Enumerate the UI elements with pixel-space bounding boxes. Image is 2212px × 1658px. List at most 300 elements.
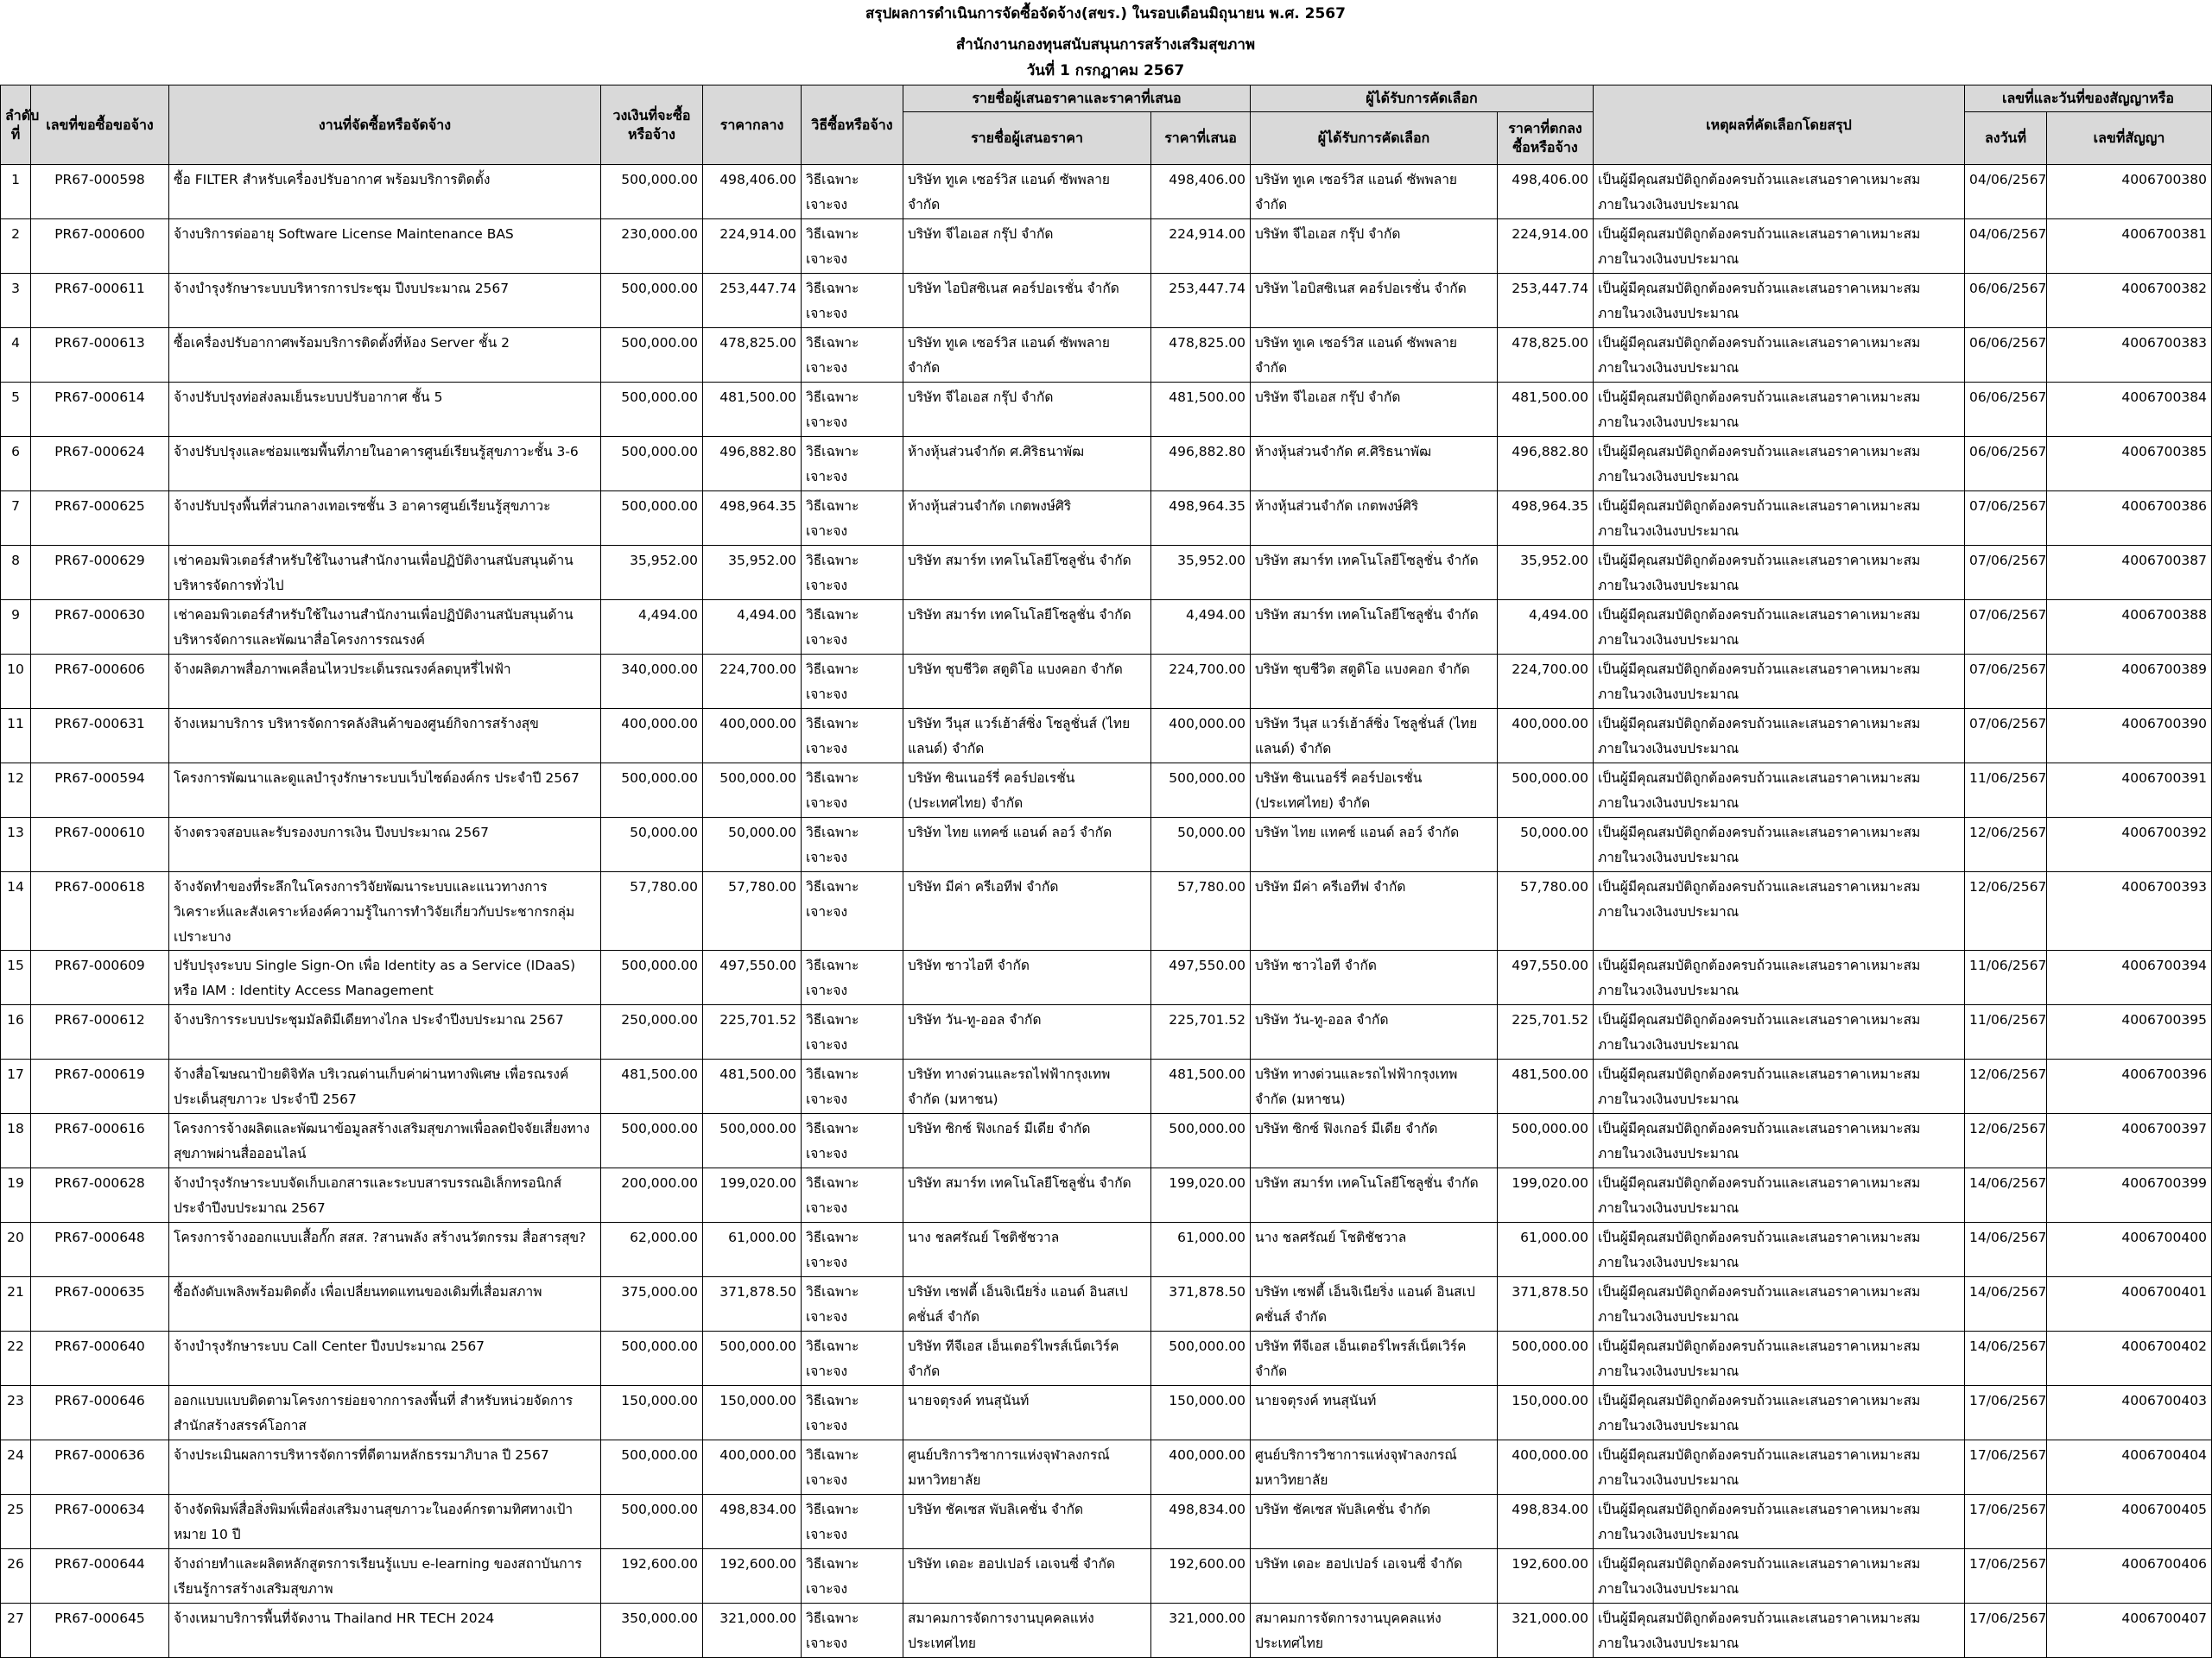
report-date: วันที่ 1 กรกฎาคม 2567: [1026, 62, 1185, 79]
cell-contract-number: 4006700393: [2047, 872, 2212, 951]
cell-seq: 2: [1, 219, 31, 274]
cell-contract-date: 07/06/2567: [1965, 655, 2047, 709]
cell-pr-number: PR67-000636: [31, 1440, 169, 1495]
header-bid-price: ราคาที่เสนอ: [1151, 112, 1251, 165]
cell-winner-name: บริษัท สมาร์ท เทคโนโลยีโซลูชั่น จำกัด: [1251, 546, 1498, 600]
cell-task: จ้างบริการต่ออายุ Software License Maintenance BAS: [169, 219, 601, 274]
cell-task: ซื้อเครื่องปรับอากาศพร้อมบริการติดตั้งที่ห้อง Server ชั้น 2: [169, 328, 601, 383]
cell-method: วิธีเฉพาะเจาะจง: [802, 763, 903, 818]
cell-pr-number: PR67-000616: [31, 1114, 169, 1168]
cell-contract-number: 4006700387: [2047, 546, 2212, 600]
cell-winner-name: บริษัท เซฟตี้ เอ็นจิเนียริ่ง แอนด์ อินสเปคชั่นส์ จำกัด: [1251, 1277, 1498, 1332]
cell-method: วิธีเฉพาะเจาะจง: [802, 1386, 903, 1440]
cell-bid-price: 225,701.52: [1151, 1005, 1251, 1060]
cell-median-price: 496,882.80: [703, 437, 802, 491]
cell-contract-number: 4006700392: [2047, 818, 2212, 872]
cell-method: วิธีเฉพาะเจาะจง: [802, 437, 903, 491]
cell-budget: 150,000.00: [601, 1386, 703, 1440]
cell-bid-price: 35,952.00: [1151, 546, 1251, 600]
cell-contract-date: 12/06/2567: [1965, 1060, 2047, 1114]
cell-median-price: 478,825.00: [703, 328, 802, 383]
cell-task: จ้างจัดพิมพ์สื่อสิ่งพิมพ์เพื่อส่งเสริมงานสุขภาวะในองค์กรตามทิศทางเป้าหมาย 10 ปี: [169, 1495, 601, 1549]
cell-bid-price: 498,406.00: [1151, 165, 1251, 219]
cell-budget: 500,000.00: [601, 328, 703, 383]
cell-budget: 35,952.00: [601, 546, 703, 600]
cell-seq: 12: [1, 763, 31, 818]
cell-contract-number: 4006700391: [2047, 763, 2212, 818]
cell-task: จ้างบำรุงรักษาระบบบริหารการประชุม ปีงบประมาณ 2567: [169, 274, 601, 328]
table-row: [1, 165, 2212, 219]
cell-budget: 250,000.00: [601, 1005, 703, 1060]
cell-pr-number: PR67-000631: [31, 709, 169, 763]
cell-agreed-price: 481,500.00: [1498, 383, 1594, 437]
table-row: [1, 1277, 2212, 1332]
cell-budget: 50,000.00: [601, 818, 703, 872]
cell-pr-number: PR67-000619: [31, 1060, 169, 1114]
cell-bid-price: 224,700.00: [1151, 655, 1251, 709]
cell-winner-name: บริษัท ทูเค เซอร์วิส แอนด์ ซัพพลาย จำกัด: [1251, 328, 1498, 383]
cell-bid-price: 500,000.00: [1151, 763, 1251, 818]
cell-seq: 22: [1, 1332, 31, 1386]
cell-budget: 200,000.00: [601, 1168, 703, 1223]
cell-contract-date: 17/06/2567: [1965, 1386, 2047, 1440]
cell-agreed-price: 498,834.00: [1498, 1495, 1594, 1549]
cell-pr-number: PR67-000618: [31, 872, 169, 951]
cell-median-price: 50,000.00: [703, 818, 802, 872]
cell-method: วิธีเฉพาะเจาะจง: [802, 709, 903, 763]
table-row: [1, 1060, 2212, 1114]
cell-contract-number: 4006700406: [2047, 1549, 2212, 1604]
cell-task: โครงการจ้างออกแบบเสื้อกั๊ก สสส. ?สานพลัง สร้างนวัตกรรม สื่อสารสุข?: [169, 1223, 601, 1277]
cell-reason: เป็นผู้มีคุณสมบัติถูกต้องครบถ้วนและเสนอราคาเหมาะสมภายในวงเงินงบประมาณ: [1594, 1604, 1965, 1658]
table-row: [1, 437, 2212, 491]
cell-contract-date: 17/06/2567: [1965, 1549, 2047, 1604]
cell-reason: เป็นผู้มีคุณสมบัติถูกต้องครบถ้วนและเสนอราคาเหมาะสมภายในวงเงินงบประมาณ: [1594, 655, 1965, 709]
table-row: [1, 1168, 2212, 1223]
cell-median-price: 400,000.00: [703, 709, 802, 763]
cell-seq: 23: [1, 1386, 31, 1440]
cell-method: วิธีเฉพาะเจาะจง: [802, 1005, 903, 1060]
cell-agreed-price: 4,494.00: [1498, 600, 1594, 655]
cell-method: วิธีเฉพาะเจาะจง: [802, 1440, 903, 1495]
cell-pr-number: PR67-000629: [31, 546, 169, 600]
header-budget: วงเงินที่จะซื้อหรือจ้าง: [601, 85, 703, 165]
cell-budget: 500,000.00: [601, 951, 703, 1005]
table-row: [1, 1005, 2212, 1060]
cell-task: เช่าคอมพิวเตอร์สำหรับใช้ในงานสำนักงานเพื่อปฏิบัติงานสนับสนุนด้านบริหารจัดการทั่วไป: [169, 546, 601, 600]
cell-contract-date: 04/06/2567: [1965, 219, 2047, 274]
cell-contract-number: 4006700385: [2047, 437, 2212, 491]
cell-task: จ้างถ่ายทำและผลิตหลักสูตรการเรียนรู้แบบ e-learning ของสถาบันการเรียนรู้การสร้างเสริมสุขภาพ: [169, 1549, 601, 1604]
cell-budget: 481,500.00: [601, 1060, 703, 1114]
cell-contract-number: 4006700386: [2047, 491, 2212, 546]
cell-contract-date: 17/06/2567: [1965, 1440, 2047, 1495]
header-winner-group: ผู้ได้รับการคัดเลือก: [1251, 85, 1594, 112]
cell-contract-number: 4006700384: [2047, 383, 2212, 437]
cell-contract-date: 12/06/2567: [1965, 872, 2047, 951]
cell-contract-number: 4006700403: [2047, 1386, 2212, 1440]
cell-winner-name: สมาคมการจัดการงานบุคคลแห่งประเทศไทย: [1251, 1604, 1498, 1658]
cell-bidder-name: นายจตุรงค์ ทนสุนันท์: [903, 1386, 1151, 1440]
cell-bid-price: 4,494.00: [1151, 600, 1251, 655]
table-row: [1, 383, 2212, 437]
cell-pr-number: PR67-000634: [31, 1495, 169, 1549]
cell-winner-name: บริษัท จีไอเอส กรุ๊ป จำกัด: [1251, 219, 1498, 274]
cell-task: จ้างปรับปรุงท่อส่งลมเย็นระบบปรับอากาศ ชั้น 5: [169, 383, 601, 437]
cell-bidder-name: บริษัท ทางด่วนและรถไฟฟ้ากรุงเทพ จำกัด (มหาชน): [903, 1060, 1151, 1114]
cell-winner-name: บริษัท วีนุส แวร์เฮ้าส์ซิ่ง โซลูชั่นส์ (ไทยแลนด์) จำกัด: [1251, 709, 1498, 763]
cell-contract-number: 4006700380: [2047, 165, 2212, 219]
cell-budget: 500,000.00: [601, 1495, 703, 1549]
cell-agreed-price: 500,000.00: [1498, 1332, 1594, 1386]
cell-winner-name: บริษัท ทางด่วนและรถไฟฟ้ากรุงเทพ จำกัด (มหาชน): [1251, 1060, 1498, 1114]
cell-bid-price: 400,000.00: [1151, 709, 1251, 763]
cell-contract-date: 11/06/2567: [1965, 1005, 2047, 1060]
cell-bidder-name: บริษัท ทีจีเอส เอ็นเตอร์ไพรส์เน็ตเวิร์ค จำกัด: [903, 1332, 1151, 1386]
cell-winner-name: บริษัท ไอบิสซิเนส คอร์ปอเรชั่น จำกัด: [1251, 274, 1498, 328]
cell-seq: 9: [1, 600, 31, 655]
cell-contract-date: 14/06/2567: [1965, 1332, 2047, 1386]
cell-agreed-price: 199,020.00: [1498, 1168, 1594, 1223]
cell-median-price: 225,701.52: [703, 1005, 802, 1060]
cell-median-price: 497,550.00: [703, 951, 802, 1005]
cell-reason: เป็นผู้มีคุณสมบัติถูกต้องครบถ้วนและเสนอราคาเหมาะสมภายในวงเงินงบประมาณ: [1594, 1114, 1965, 1168]
cell-contract-date: 12/06/2567: [1965, 1114, 2047, 1168]
cell-reason: เป็นผู้มีคุณสมบัติถูกต้องครบถ้วนและเสนอราคาเหมาะสมภายในวงเงินงบประมาณ: [1594, 165, 1965, 219]
cell-budget: 500,000.00: [601, 165, 703, 219]
cell-reason: เป็นผู้มีคุณสมบัติถูกต้องครบถ้วนและเสนอราคาเหมาะสมภายในวงเงินงบประมาณ: [1594, 1005, 1965, 1060]
cell-budget: 500,000.00: [601, 1440, 703, 1495]
cell-contract-number: 4006700382: [2047, 274, 2212, 328]
cell-method: วิธีเฉพาะเจาะจง: [802, 600, 903, 655]
cell-reason: เป็นผู้มีคุณสมบัติถูกต้องครบถ้วนและเสนอราคาเหมาะสมภายในวงเงินงบประมาณ: [1594, 709, 1965, 763]
cell-budget: 230,000.00: [601, 219, 703, 274]
cell-budget: 57,780.00: [601, 872, 703, 951]
cell-reason: เป็นผู้มีคุณสมบัติถูกต้องครบถ้วนและเสนอราคาเหมาะสมภายในวงเงินงบประมาณ: [1594, 951, 1965, 1005]
header-reason: เหตุผลที่คัดเลือกโดยสรุป: [1594, 85, 1965, 165]
cell-bid-price: 478,825.00: [1151, 328, 1251, 383]
cell-agreed-price: 400,000.00: [1498, 709, 1594, 763]
cell-winner-name: บริษัท สมาร์ท เทคโนโลยีโซลูชั่น จำกัด: [1251, 600, 1498, 655]
cell-winner-name: ศูนย์บริการวิชาการแห่งจุฬาลงกรณ์มหาวิทยาลัย: [1251, 1440, 1498, 1495]
cell-pr-number: PR67-000610: [31, 818, 169, 872]
cell-reason: เป็นผู้มีคุณสมบัติถูกต้องครบถ้วนและเสนอราคาเหมาะสมภายในวงเงินงบประมาณ: [1594, 1277, 1965, 1332]
cell-winner-name: บริษัท ซิกซ์ ฟิงเกอร์ มีเดีย จำกัด: [1251, 1114, 1498, 1168]
cell-agreed-price: 224,700.00: [1498, 655, 1594, 709]
cell-bid-price: 253,447.74: [1151, 274, 1251, 328]
cell-bidder-name: ห้างหุ้นส่วนจำกัด เกตพงษ์ศิริ: [903, 491, 1151, 546]
header-bidders-group: รายชื่อผู้เสนอราคาและราคาที่เสนอ: [903, 85, 1251, 112]
table-row: [1, 655, 2212, 709]
cell-agreed-price: 57,780.00: [1498, 872, 1594, 951]
cell-contract-number: 4006700383: [2047, 328, 2212, 383]
cell-bidder-name: บริษัท วัน-ทู-ออล จำกัด: [903, 1005, 1151, 1060]
cell-method: วิธีเฉพาะเจาะจง: [802, 1604, 903, 1658]
cell-task: จ้างตรวจสอบและรับรองงบการเงิน ปีงบประมาณ 2567: [169, 818, 601, 872]
header-median-price: ราคากลาง: [703, 85, 802, 165]
header-task: งานที่จัดซื้อหรือจัดจ้าง: [169, 85, 601, 165]
cell-median-price: 321,000.00: [703, 1604, 802, 1658]
cell-method: วิธีเฉพาะเจาะจง: [802, 872, 903, 951]
cell-task: โครงการจ้างผลิตและพัฒนาข้อมูลสร้างเสริมสุขภาพเพื่อลดปัจจัยเสี่ยงทางสุขภาพผ่านสื่อออนไลน์: [169, 1114, 601, 1168]
cell-median-price: 500,000.00: [703, 1114, 802, 1168]
cell-task: จ้างประเมินผลการบริหารจัดการที่ดีตามหลักธรรมาภิบาล ปี 2567: [169, 1440, 601, 1495]
cell-bidder-name: บริษัท ซิกซ์ ฟิงเกอร์ มีเดีย จำกัด: [903, 1114, 1151, 1168]
cell-contract-number: 4006700402: [2047, 1332, 2212, 1386]
cell-method: วิธีเฉพาะเจาะจง: [802, 1332, 903, 1386]
cell-bidder-name: บริษัท ชัคเซส พับลิเคชั่น จำกัด: [903, 1495, 1151, 1549]
header-seq: ลำดับที่: [1, 85, 31, 165]
cell-pr-number: PR67-000645: [31, 1604, 169, 1658]
cell-seq: 17: [1, 1060, 31, 1114]
cell-median-price: 500,000.00: [703, 1332, 802, 1386]
cell-task: จ้างปรับปรุงพื้นที่ส่วนกลางเทอเรซชั้น 3 อาคารศูนย์เรียนรู้สุขภาวะ: [169, 491, 601, 546]
cell-pr-number: PR67-000606: [31, 655, 169, 709]
cell-bidder-name: บริษัท จีไอเอส กรุ๊ป จำกัด: [903, 219, 1151, 274]
cell-contract-date: 17/06/2567: [1965, 1604, 2047, 1658]
cell-reason: เป็นผู้มีคุณสมบัติถูกต้องครบถ้วนและเสนอราคาเหมาะสมภายในวงเงินงบประมาณ: [1594, 1440, 1965, 1495]
cell-bidder-name: บริษัท เดอะ ฮอปเปอร์ เอเจนซี่ จำกัด: [903, 1549, 1151, 1604]
cell-agreed-price: 150,000.00: [1498, 1386, 1594, 1440]
cell-seq: 20: [1, 1223, 31, 1277]
cell-winner-name: บริษัท วัน-ทู-ออล จำกัด: [1251, 1005, 1498, 1060]
cell-agreed-price: 500,000.00: [1498, 763, 1594, 818]
header-contract-group: เลขที่และวันที่ของสัญญาหรือ: [1965, 85, 2212, 112]
table-row: [1, 872, 2212, 951]
cell-seq: 26: [1, 1549, 31, 1604]
cell-bid-price: 500,000.00: [1151, 1114, 1251, 1168]
cell-contract-date: 04/06/2567: [1965, 165, 2047, 219]
cell-bid-price: 498,964.35: [1151, 491, 1251, 546]
cell-pr-number: PR67-000640: [31, 1332, 169, 1386]
cell-seq: 19: [1, 1168, 31, 1223]
cell-winner-name: บริษัท มีค่า ครีเอทีฟ จำกัด: [1251, 872, 1498, 951]
cell-reason: เป็นผู้มีคุณสมบัติถูกต้องครบถ้วนและเสนอราคาเหมาะสมภายในวงเงินงบประมาณ: [1594, 763, 1965, 818]
table-row: [1, 328, 2212, 383]
cell-pr-number: PR67-000594: [31, 763, 169, 818]
cell-agreed-price: 400,000.00: [1498, 1440, 1594, 1495]
cell-seq: 18: [1, 1114, 31, 1168]
cell-winner-name: บริษัท ชัคเซส พับลิเคชั่น จำกัด: [1251, 1495, 1498, 1549]
cell-reason: เป็นผู้มีคุณสมบัติถูกต้องครบถ้วนและเสนอราคาเหมาะสมภายในวงเงินงบประมาณ: [1594, 872, 1965, 951]
cell-agreed-price: 497,550.00: [1498, 951, 1594, 1005]
cell-task: จ้างเหมาบริการพื้นที่จัดงาน Thailand HR TECH 2024: [169, 1604, 601, 1658]
cell-contract-date: 07/06/2567: [1965, 600, 2047, 655]
cell-median-price: 224,700.00: [703, 655, 802, 709]
cell-method: วิธีเฉพาะเจาะจง: [802, 219, 903, 274]
cell-method: วิธีเฉพาะเจาะจง: [802, 383, 903, 437]
cell-bidder-name: บริษัท มีค่า ครีเอทีฟ จำกัด: [903, 872, 1151, 951]
cell-median-price: 57,780.00: [703, 872, 802, 951]
cell-median-price: 61,000.00: [703, 1223, 802, 1277]
cell-bidder-name: บริษัท ซาวไอที จำกัด: [903, 951, 1151, 1005]
cell-agreed-price: 478,825.00: [1498, 328, 1594, 383]
cell-winner-name: ห้างหุ้นส่วนจำกัด เกตพงษ์ศิริ: [1251, 491, 1498, 546]
table-row: [1, 600, 2212, 655]
cell-bidder-name: นาง ชลศรัณย์ โชติชัชวาล: [903, 1223, 1151, 1277]
agency-name: สำนักงานกองทุนสนับสนุนการสร้างเสริมสุขภาพ: [955, 36, 1256, 54]
cell-seq: 21: [1, 1277, 31, 1332]
cell-method: วิธีเฉพาะเจาะจง: [802, 1223, 903, 1277]
table-row: [1, 1604, 2212, 1658]
cell-winner-name: นายจตุรงค์ ทนสุนันท์: [1251, 1386, 1498, 1440]
cell-bid-price: 500,000.00: [1151, 1332, 1251, 1386]
cell-seq: 15: [1, 951, 31, 1005]
cell-agreed-price: 498,964.35: [1498, 491, 1594, 546]
cell-pr-number: PR67-000648: [31, 1223, 169, 1277]
cell-winner-name: บริษัท จีไอเอส กรุ๊ป จำกัด: [1251, 383, 1498, 437]
cell-bid-price: 321,000.00: [1151, 1604, 1251, 1658]
cell-agreed-price: 371,878.50: [1498, 1277, 1594, 1332]
cell-budget: 500,000.00: [601, 491, 703, 546]
table-row: [1, 818, 2212, 872]
cell-contract-date: 17/06/2567: [1965, 1495, 2047, 1549]
cell-winner-name: บริษัท ซาวไอที จำกัด: [1251, 951, 1498, 1005]
cell-contract-date: 06/06/2567: [1965, 274, 2047, 328]
header-agreed-price: ราคาที่ตกลงซื้อหรือจ้าง: [1498, 112, 1594, 165]
cell-median-price: 253,447.74: [703, 274, 802, 328]
cell-seq: 5: [1, 383, 31, 437]
cell-task: จ้างจัดทำของที่ระลึกในโครงการวิจัยพัฒนาระบบและแนวทางการวิเคราะห์และสังเคราะห์องค์ความรู้ในการทำวิจัยเกี่ยวกับประชากรกลุ่มเปราะบาง: [169, 872, 601, 951]
cell-method: วิธีเฉพาะเจาะจง: [802, 655, 903, 709]
cell-bidder-name: บริษัท สมาร์ท เทคโนโลยีโซลูชั่น จำกัด: [903, 546, 1151, 600]
cell-median-price: 371,878.50: [703, 1277, 802, 1332]
cell-method: วิธีเฉพาะเจาะจง: [802, 1495, 903, 1549]
cell-bidder-name: บริษัท ทูเค เซอร์วิส แอนด์ ซัพพลาย จำกัด: [903, 328, 1151, 383]
cell-task: โครงการพัฒนาและดูแลบำรุงรักษาระบบเว็บไซต์องค์กร ประจำปี 2567: [169, 763, 601, 818]
cell-median-price: 35,952.00: [703, 546, 802, 600]
cell-seq: 8: [1, 546, 31, 600]
cell-method: วิธีเฉพาะเจาะจง: [802, 951, 903, 1005]
cell-reason: เป็นผู้มีคุณสมบัติถูกต้องครบถ้วนและเสนอราคาเหมาะสมภายในวงเงินงบประมาณ: [1594, 328, 1965, 383]
cell-pr-number: PR67-000614: [31, 383, 169, 437]
cell-bid-price: 150,000.00: [1151, 1386, 1251, 1440]
cell-task: ปรับปรุงระบบ Single Sign-On เพื่อ Identity as a Service (IDaaS) หรือ IAM : Identity Access Management: [169, 951, 601, 1005]
table-header: [1, 85, 2212, 165]
cell-bid-price: 224,914.00: [1151, 219, 1251, 274]
cell-contract-date: 11/06/2567: [1965, 763, 2047, 818]
table-row: [1, 763, 2212, 818]
cell-reason: เป็นผู้มีคุณสมบัติถูกต้องครบถ้วนและเสนอราคาเหมาะสมภายในวงเงินงบประมาณ: [1594, 437, 1965, 491]
table-row: [1, 1440, 2212, 1495]
cell-contract-date: 06/06/2567: [1965, 328, 2047, 383]
cell-seq: 25: [1, 1495, 31, 1549]
cell-pr-number: PR67-000628: [31, 1168, 169, 1223]
cell-bidder-name: บริษัท สมาร์ท เทคโนโลยีโซลูชั่น จำกัด: [903, 600, 1151, 655]
cell-reason: เป็นผู้มีคุณสมบัติถูกต้องครบถ้วนและเสนอราคาเหมาะสมภายในวงเงินงบประมาณ: [1594, 1495, 1965, 1549]
table-body: [1, 165, 2212, 1658]
cell-method: วิธีเฉพาะเจาะจง: [802, 1549, 903, 1604]
cell-reason: เป็นผู้มีคุณสมบัติถูกต้องครบถ้วนและเสนอราคาเหมาะสมภายในวงเงินงบประมาณ: [1594, 1060, 1965, 1114]
cell-agreed-price: 481,500.00: [1498, 1060, 1594, 1114]
cell-budget: 4,494.00: [601, 600, 703, 655]
header-contract-number: เลขที่สัญญา: [2047, 112, 2212, 165]
cell-median-price: 224,914.00: [703, 219, 802, 274]
cell-reason: เป็นผู้มีคุณสมบัติถูกต้องครบถ้วนและเสนอราคาเหมาะสมภายในวงเงินงบประมาณ: [1594, 383, 1965, 437]
cell-winner-name: นาง ชลศรัณย์ โชติชัชวาล: [1251, 1223, 1498, 1277]
cell-contract-number: 4006700407: [2047, 1604, 2212, 1658]
table-row: [1, 1386, 2212, 1440]
cell-agreed-price: 61,000.00: [1498, 1223, 1594, 1277]
cell-budget: 500,000.00: [601, 1114, 703, 1168]
cell-task: ซื้อ FILTER สำหรับเครื่องปรับอากาศ พร้อมบริการติดตั้ง: [169, 165, 601, 219]
cell-seq: 10: [1, 655, 31, 709]
cell-median-price: 400,000.00: [703, 1440, 802, 1495]
cell-reason: เป็นผู้มีคุณสมบัติถูกต้องครบถ้วนและเสนอราคาเหมาะสมภายในวงเงินงบประมาณ: [1594, 219, 1965, 274]
cell-task: จ้างบำรุงรักษาระบบจัดเก็บเอกสารและระบบสารบรรณอิเล็กทรอนิกส์ประจำปีงบประมาณ 2567: [169, 1168, 601, 1223]
cell-bidder-name: บริษัท ทูเค เซอร์วิส แอนด์ ซัพพลาย จำกัด: [903, 165, 1151, 219]
cell-pr-number: PR67-000598: [31, 165, 169, 219]
cell-task: จ้างเหมาบริการ บริหารจัดการคลังสินค้าของศูนย์กิจการสร้างสุข: [169, 709, 601, 763]
cell-budget: 350,000.00: [601, 1604, 703, 1658]
cell-bidder-name: บริษัท วีนุส แวร์เฮ้าส์ซิ่ง โซลูชั่นส์ (ไทยแลนด์) จำกัด: [903, 709, 1151, 763]
cell-winner-name: บริษัท ทูเค เซอร์วิส แอนด์ ซัพพลาย จำกัด: [1251, 165, 1498, 219]
cell-seq: 16: [1, 1005, 31, 1060]
cell-reason: เป็นผู้มีคุณสมบัติถูกต้องครบถ้วนและเสนอราคาเหมาะสมภายในวงเงินงบประมาณ: [1594, 818, 1965, 872]
cell-task: ซื้อถังดับเพลิงพร้อมติดตั้ง เพื่อเปลี่ยนทดแทนของเดิมที่เสื่อมสภาพ: [169, 1277, 601, 1332]
cell-budget: 500,000.00: [601, 274, 703, 328]
cell-bid-price: 50,000.00: [1151, 818, 1251, 872]
cell-agreed-price: 253,447.74: [1498, 274, 1594, 328]
cell-contract-number: 4006700404: [2047, 1440, 2212, 1495]
cell-seq: 13: [1, 818, 31, 872]
cell-bidder-name: บริษัท ไอบิสซิเนส คอร์ปอเรชั่น จำกัด: [903, 274, 1151, 328]
cell-method: วิธีเฉพาะเจาะจง: [802, 1277, 903, 1332]
cell-agreed-price: 496,882.80: [1498, 437, 1594, 491]
cell-bid-price: 498,834.00: [1151, 1495, 1251, 1549]
cell-reason: เป็นผู้มีคุณสมบัติถูกต้องครบถ้วนและเสนอราคาเหมาะสมภายในวงเงินงบประมาณ: [1594, 491, 1965, 546]
cell-contract-date: 14/06/2567: [1965, 1277, 2047, 1332]
cell-method: วิธีเฉพาะเจาะจง: [802, 165, 903, 219]
cell-task: ออกแบบแบบติดตามโครงการย่อยจากการลงพื้นที่ สำหรับหน่วยจัดการสำนักสร้างสรรค์โอกาส: [169, 1386, 601, 1440]
cell-winner-name: บริษัท ซินเนอร์รี่ คอร์ปอเรชั่น (ประเทศไทย) จำกัด: [1251, 763, 1498, 818]
cell-task: จ้างผลิตภาพสื่อภาพเคลื่อนไหวประเด็นรณรงค์ลดบุหรี่ไฟฟ้า: [169, 655, 601, 709]
header-bidder-name: รายชื่อผู้เสนอราคา: [903, 112, 1151, 165]
procurement-table: [0, 85, 2212, 1658]
cell-median-price: 4,494.00: [703, 600, 802, 655]
cell-agreed-price: 224,914.00: [1498, 219, 1594, 274]
header-winner-name: ผู้ได้รับการคัดเลือก: [1251, 112, 1498, 165]
table-row: [1, 951, 2212, 1005]
cell-winner-name: บริษัท สมาร์ท เทคโนโลยีโซลูชั่น จำกัด: [1251, 1168, 1498, 1223]
cell-seq: 14: [1, 872, 31, 951]
cell-contract-number: 4006700399: [2047, 1168, 2212, 1223]
cell-pr-number: PR67-000609: [31, 951, 169, 1005]
cell-method: วิธีเฉพาะเจาะจง: [802, 491, 903, 546]
cell-contract-number: 4006700394: [2047, 951, 2212, 1005]
cell-winner-name: ห้างหุ้นส่วนจำกัด ศ.ศิริธนาพัฒ: [1251, 437, 1498, 491]
cell-pr-number: PR67-000635: [31, 1277, 169, 1332]
cell-method: วิธีเฉพาะเจาะจง: [802, 546, 903, 600]
cell-median-price: 498,406.00: [703, 165, 802, 219]
cell-method: วิธีเฉพาะเจาะจง: [802, 1114, 903, 1168]
cell-method: วิธีเฉพาะเจาะจง: [802, 1168, 903, 1223]
cell-method: วิธีเฉพาะเจาะจง: [802, 1060, 903, 1114]
cell-median-price: 500,000.00: [703, 763, 802, 818]
cell-bidder-name: บริษัท สมาร์ท เทคโนโลยีโซลูชั่น จำกัด: [903, 1168, 1151, 1223]
cell-method: วิธีเฉพาะเจาะจง: [802, 274, 903, 328]
cell-reason: เป็นผู้มีคุณสมบัติถูกต้องครบถ้วนและเสนอราคาเหมาะสมภายในวงเงินงบประมาณ: [1594, 1223, 1965, 1277]
cell-median-price: 199,020.00: [703, 1168, 802, 1223]
cell-seq: 4: [1, 328, 31, 383]
cell-contract-date: 14/06/2567: [1965, 1168, 2047, 1223]
cell-pr-number: PR67-000644: [31, 1549, 169, 1604]
table-row: [1, 1223, 2212, 1277]
cell-bid-price: 497,550.00: [1151, 951, 1251, 1005]
cell-reason: เป็นผู้มีคุณสมบัติถูกต้องครบถ้วนและเสนอราคาเหมาะสมภายในวงเงินงบประมาณ: [1594, 546, 1965, 600]
cell-reason: เป็นผู้มีคุณสมบัติถูกต้องครบถ้วนและเสนอราคาเหมาะสมภายในวงเงินงบประมาณ: [1594, 1386, 1965, 1440]
cell-bid-price: 199,020.00: [1151, 1168, 1251, 1223]
